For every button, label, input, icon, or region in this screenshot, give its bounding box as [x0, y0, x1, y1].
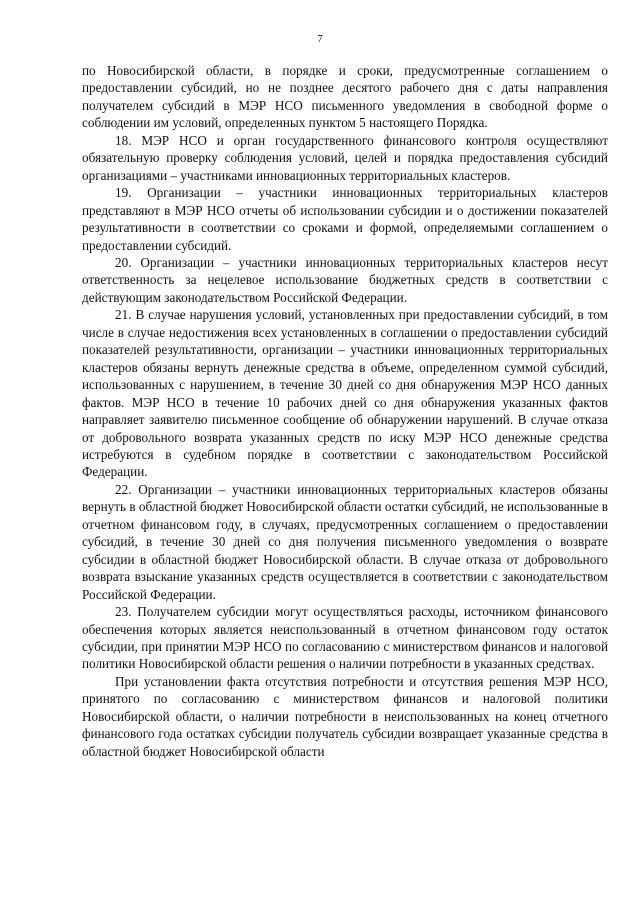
paragraph-21: 21. В случае нарушения условий, установленных при предоставлении субсидий, в том числе в случае недостижения всех установленных в соглашении о предоставлении субсидий показателей результативности, организации – участники инновационных территориальных кластеров обязаны вернуть денежные средства в объеме, определенном суммой субсидий, использованных с нарушением, в течение 30 дней со дня обнаружения МЭР НСО данных фактов. МЭР НСО в течение 10 рабочих дней со дня обнаружения указанных фактов направляет заявителю письменное сообщение об обнаружении нарушений. В случае отказа от добровольного возврата указанных средств по иску МЭР НСО денежные средства истребуются в судебном порядке в соответствии с законодательством Российской Федерации. — [82, 307, 608, 480]
paragraph-continuation: по Новосибирской области, в порядке и сроки, предусмотренные соглашением о предоставлении субсидий, но не позднее десятого рабочего дня с даты направления получателем субсидий в МЭР НСО письменного уведомления в свободной форме о соблюдении им условий, определенных пунктом 5 настоящего Порядка. — [82, 63, 608, 131]
paragraph-20: 20. Организации – участники инновационных территориальных кластеров несут ответственность за нецелевое использование бюджетных средств в соответствии с действующим законодательством Российской Федерации. — [82, 254, 608, 305]
document-body — [82, 62, 608, 760]
page-number: 7 — [317, 33, 323, 45]
paragraph-18: 18. МЭР НСО и орган государственного финансового контроля осуществляют обязательную проверку соблюдения условий, целей и порядка предоставления субсидий организациями – участниками инновационных территориальных кластеров. — [82, 132, 608, 183]
paragraph-23-continued: При установлении факта отсутствия потребности и отсутствия решения МЭР НСО, принятого по согласованию с министерством финансов и налоговой политики Новосибирской области, о наличии потребности в неиспользованных на конец отчетного финансового года остатках субсидии получатель субсидии возвращает указанные средства в областной бюджет Новосибирской области — [82, 673, 608, 759]
paragraph-19: 19. Организации – участники инновационных территориальных кластеров представляют в МЭР НСО отчеты об использовании субсидии и о достижении показателей результативности в соответствии со сроками и формой, определяемыми соглашением о предоставлении субсидий. — [82, 185, 608, 253]
paragraph-22: 22. Организации – участники инновационных территориальных кластеров обязаны вернуть в областной бюджет Новосибирской области остатки субсидий, не использованные в отчетном финансовом году, в случаях, предусмотренных соглашением о предоставлении субсидий, в течение 30 дней со дня получения письменного уведомления о возврате субсидии в областной бюджет Новосибирской области. В случае отказа от добровольного возврата взыскание указанных средств осуществляется в соответствии с законодательством Российской Федерации. — [82, 481, 608, 602]
paragraph-23: 23. Получателем субсидии могут осуществляться расходы, источником финансового обеспечения которых является неиспользованный в отчетном финансовом году остаток субсидии, при принятии МЭР НСО по согласованию с министерством финансов и налоговой политики Новосибирской области решения о наличии потребности в указанных средствах. — [82, 604, 608, 672]
